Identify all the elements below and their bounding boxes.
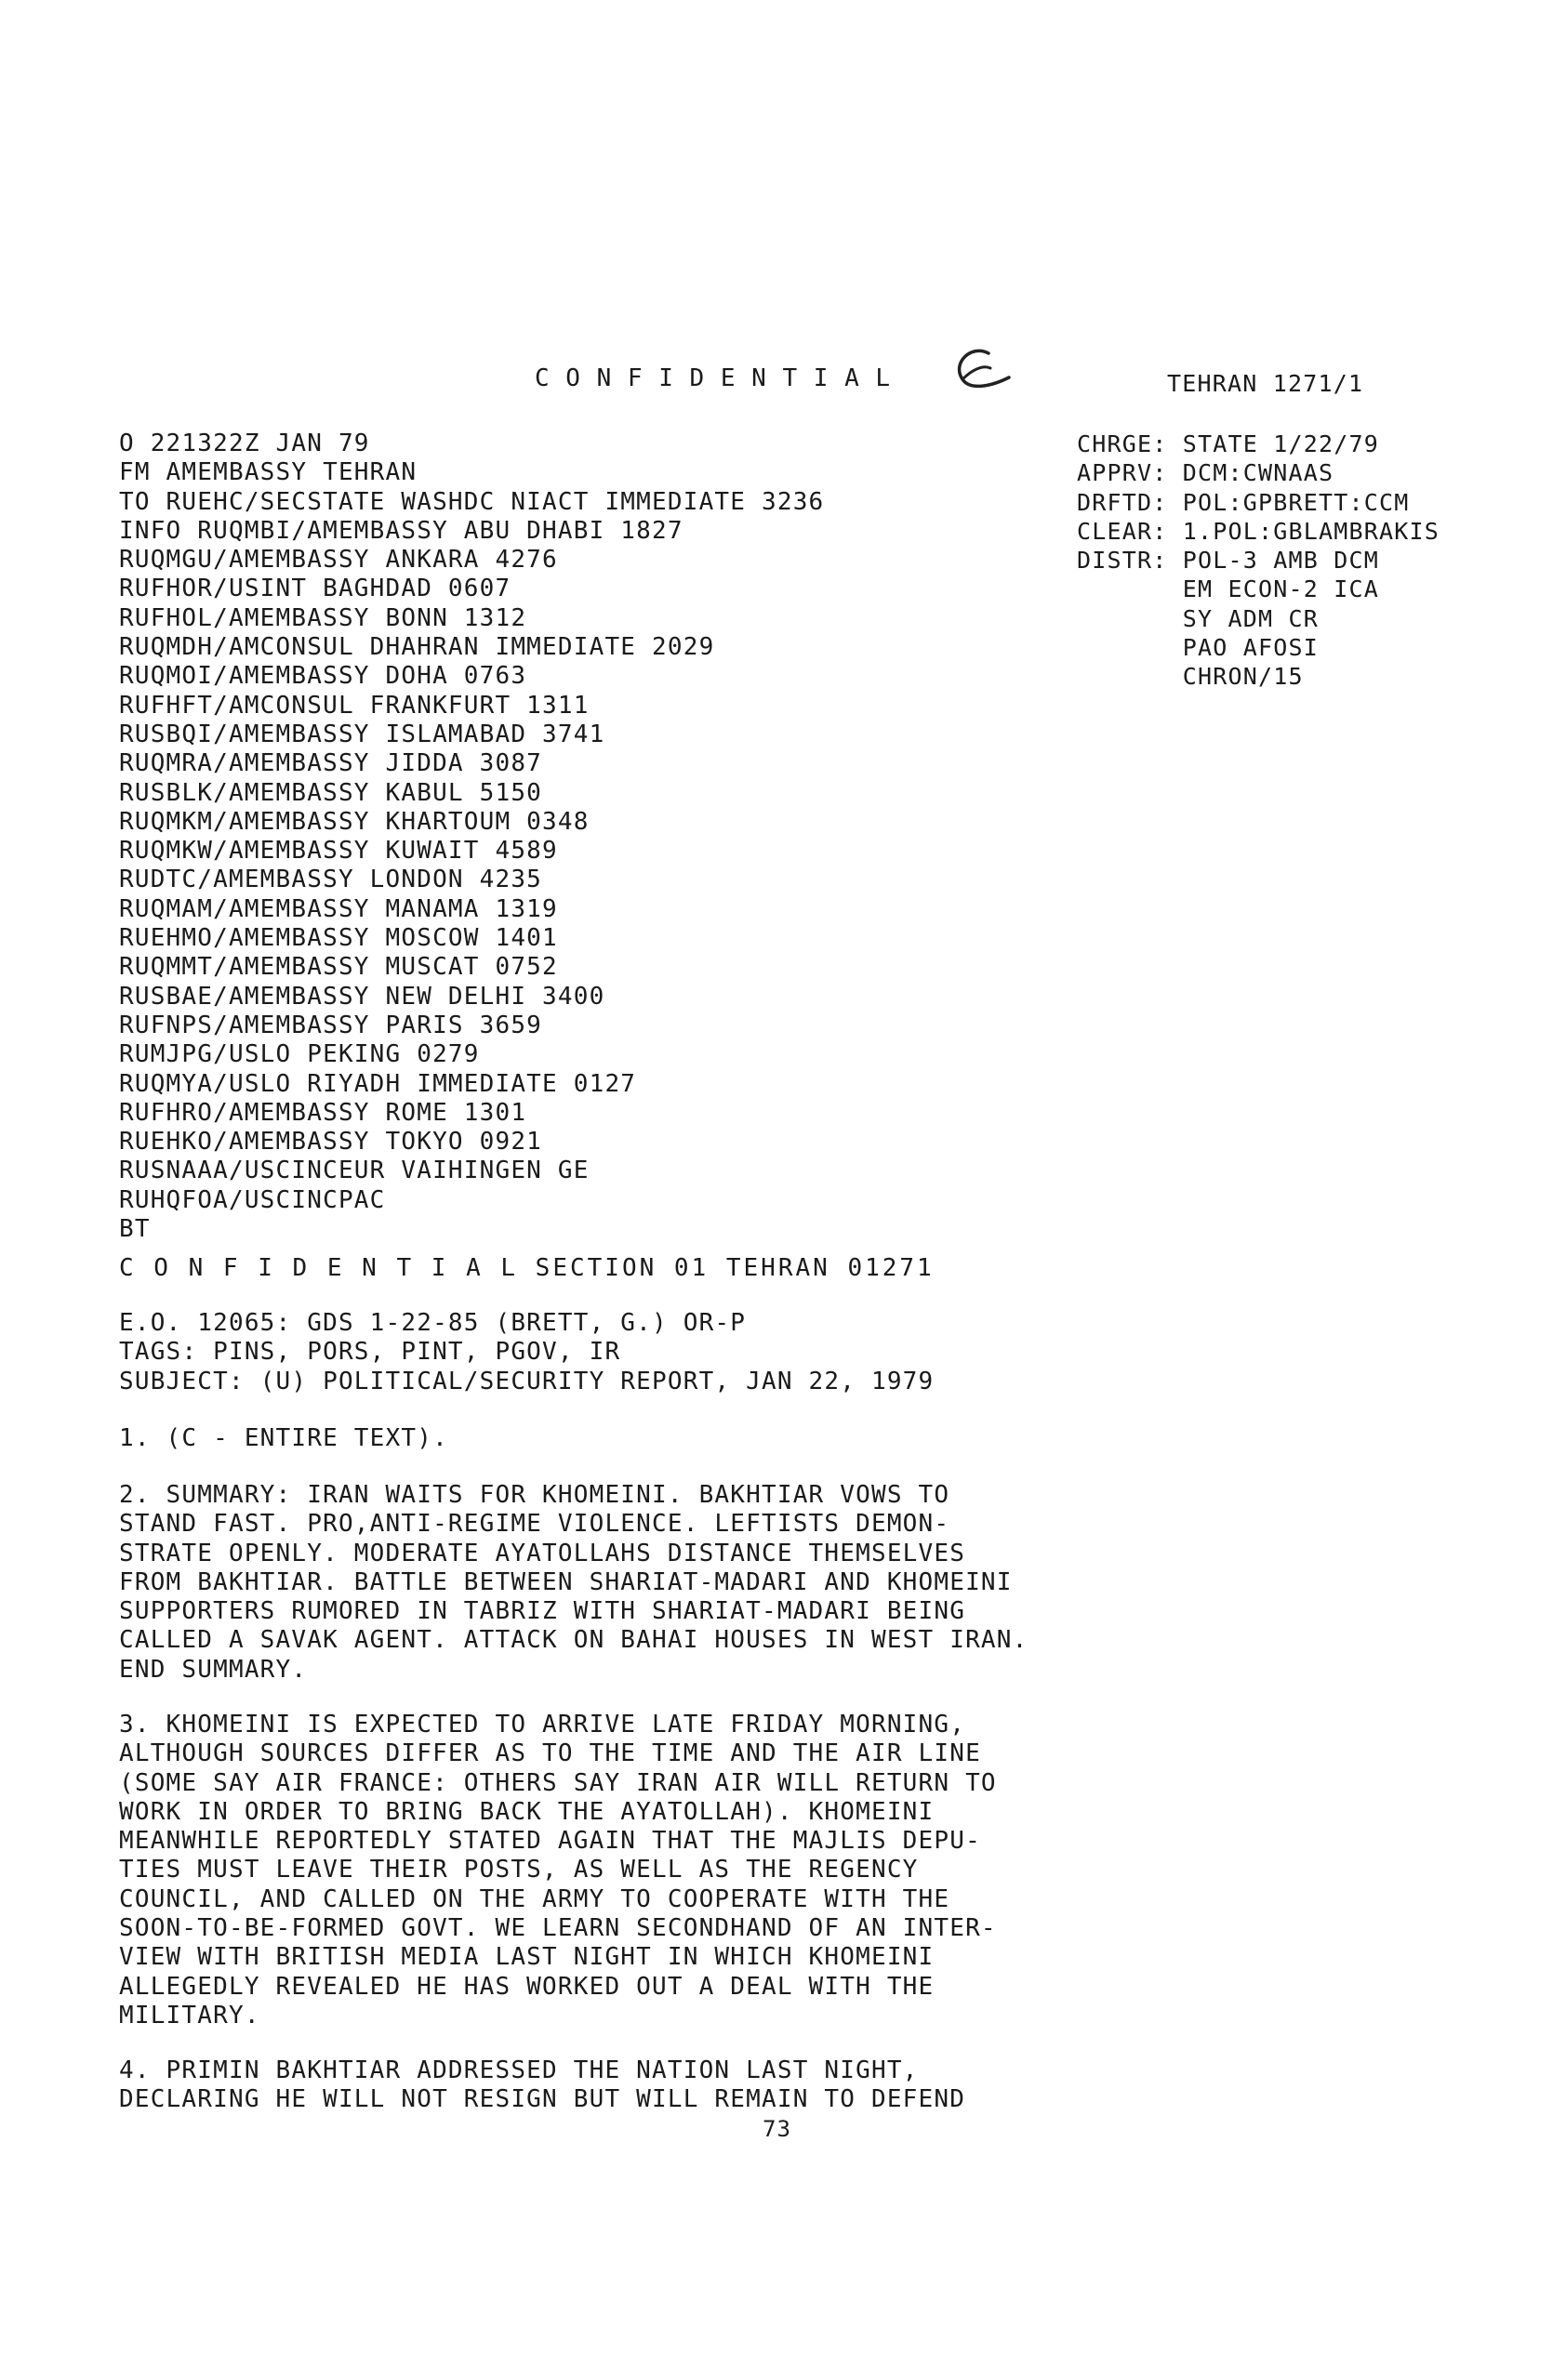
paragraph-4 bbox=[119, 2056, 965, 2115]
meta-line: SUBJECT: (U) POLITICAL/SECURITY REPORT, JAN 22, 1979 bbox=[119, 1367, 935, 1395]
routing-line: RUFNPS/AMEMBASSY PARIS 3659 bbox=[119, 1011, 543, 1039]
meta-line: E.O. 12065: GDS 1-22-85 (BRETT, G.) OR-P bbox=[119, 1309, 747, 1337]
routing-line: RUSBQI/AMEMBASSY ISLAMABAD 3741 bbox=[119, 720, 605, 748]
routing-line: RUSBAE/AMEMBASSY NEW DELHI 3400 bbox=[119, 982, 605, 1011]
routing-line: RUQMRA/AMEMBASSY JIDDA 3087 bbox=[119, 749, 543, 778]
handwritten-c-mark bbox=[944, 342, 1018, 398]
routing-line: INFO RUQMBI/AMEMBASSY ABU DHABI 1827 bbox=[119, 516, 683, 545]
routing-line: BT bbox=[119, 1215, 151, 1244]
routing-header bbox=[119, 430, 824, 1244]
routing-line: RUEHMO/AMEMBASSY MOSCOW 1401 bbox=[119, 924, 558, 953]
routing-line: RUMJPG/USLO PEKING 0279 bbox=[119, 1040, 480, 1069]
admin-line: CHRGE: STATE 1/22/79 bbox=[1077, 430, 1380, 457]
admin-line: DISTR: POL-3 AMB DCM bbox=[1077, 547, 1380, 575]
page-reference: TEHRAN 1271/1 bbox=[1167, 370, 1364, 397]
paragraph-line: SUPPORTERS RUMORED IN TABRIZ WITH SHARIAT-MADARI BEING bbox=[119, 1597, 966, 1626]
routing-line: RUSNAAA/USCINCEUR VAIHINGEN GE bbox=[119, 1157, 590, 1185]
paragraph-line: MILITARY. bbox=[119, 2001, 260, 2030]
paragraph-3 bbox=[119, 1711, 997, 2030]
paragraph-line: DECLARING HE WILL NOT RESIGN BUT WILL REMAIN TO DEFEND bbox=[119, 2085, 966, 2114]
admin-header bbox=[1077, 430, 1440, 692]
routing-line: RUFHFT/AMCONSUL FRANKFURT 1311 bbox=[119, 691, 590, 720]
section-title: C O N F I D E N T I A L SECTION 01 TEHRAN 01271 bbox=[119, 1254, 935, 1282]
paragraph-line: WORK IN ORDER TO BRING BACK THE AYATOLLAH). KHOMEINI bbox=[119, 1797, 935, 1826]
page-number: 73 bbox=[763, 2116, 791, 2142]
paragraph-line: 3. KHOMEINI IS EXPECTED TO ARRIVE LATE FRIDAY MORNING, bbox=[119, 1711, 966, 1739]
routing-line: RUQMKM/AMEMBASSY KHARTOUM 0348 bbox=[119, 807, 590, 836]
routing-line: RUSBLK/AMEMBASSY KABUL 5150 bbox=[119, 778, 543, 807]
admin-line: APPRV: DCM:CWNAAS bbox=[1077, 459, 1334, 487]
paragraph-line: CALLED A SAVAK AGENT. ATTACK ON BAHAI HOUSES IN WEST IRAN. bbox=[119, 1626, 1029, 1655]
routing-line: RUDTC/AMEMBASSY LONDON 4235 bbox=[119, 866, 543, 894]
paragraph-line: (SOME SAY AIR FRANCE: OTHERS SAY IRAN AIR WILL RETURN TO bbox=[119, 1768, 997, 1797]
routing-line: RUFHOL/AMEMBASSY BONN 1312 bbox=[119, 603, 527, 632]
classification-title: C O N F I D E N T I A L bbox=[535, 364, 892, 392]
routing-line: RUQMKW/AMEMBASSY KUWAIT 4589 bbox=[119, 837, 558, 866]
paragraph-2 bbox=[119, 1481, 1029, 1685]
paragraph-line: COUNCIL, AND CALLED ON THE ARMY TO COOPERATE WITH THE bbox=[119, 1884, 950, 1913]
paragraph-line: 4. PRIMIN BAKHTIAR ADDRESSED THE NATION LAST NIGHT, bbox=[119, 2056, 919, 2084]
paragraph-line: STRATE OPENLY. MODERATE AYATOLLAHS DISTANCE THEMSELVES bbox=[119, 1539, 966, 1567]
admin-line: PAO AFOSI bbox=[1077, 634, 1320, 662]
paragraph-line: 1. (C - ENTIRE TEXT). bbox=[119, 1424, 448, 1452]
paragraph-line: TIES MUST LEAVE THEIR POSTS, AS WELL AS THE REGENCY bbox=[119, 1856, 919, 1884]
routing-line: RUQMYA/USLO RIYADH IMMEDIATE 0127 bbox=[119, 1069, 637, 1098]
routing-line: RUQMOI/AMEMBASSY DOHA 0763 bbox=[119, 662, 527, 691]
admin-line: CHRON/15 bbox=[1077, 663, 1304, 691]
admin-line: EM ECON-2 ICA bbox=[1077, 575, 1380, 603]
routing-line: RUFHRO/AMEMBASSY ROME 1301 bbox=[119, 1098, 527, 1127]
paragraph-line: VIEW WITH BRITISH MEDIA LAST NIGHT IN WHICH KHOMEINI bbox=[119, 1943, 935, 1972]
routing-line: RUFHOR/USINT BAGHDAD 0607 bbox=[119, 575, 511, 603]
meta-line: TAGS: PINS, PORS, PINT, PGOV, IR bbox=[119, 1338, 621, 1367]
routing-line: RUHQFOA/USCINCPAC bbox=[119, 1185, 386, 1214]
paragraph-1 bbox=[119, 1424, 448, 1453]
routing-line: O 221322Z JAN 79 bbox=[119, 430, 370, 457]
routing-line: RUQMAM/AMEMBASSY MANAMA 1319 bbox=[119, 894, 558, 923]
routing-line: TO RUEHC/SECSTATE WASHDC NIACT IMMEDIATE 3236 bbox=[119, 487, 825, 516]
paragraph-line: STAND FAST. PRO,ANTI-REGIME VIOLENCE. LEFTISTS DEMON- bbox=[119, 1510, 950, 1539]
admin-line: DRFTD: POL:GPBRETT:CCM bbox=[1077, 488, 1410, 516]
paragraph-line: SOON-TO-BE-FORMED GOVT. WE LEARN SECONDHAND OF AN INTER- bbox=[119, 1914, 997, 1943]
paragraph-line: MEANWHILE REPORTEDLY STATED AGAIN THAT THE MAJLIS DEPU- bbox=[119, 1827, 981, 1856]
paragraph-line: END SUMMARY. bbox=[119, 1655, 308, 1684]
routing-line: RUQMGU/AMEMBASSY ANKARA 4276 bbox=[119, 546, 558, 575]
routing-line: FM AMEMBASSY TEHRAN bbox=[119, 458, 418, 487]
paragraph-line: 2. SUMMARY: IRAN WAITS FOR KHOMEINI. BAKHTIAR VOWS TO bbox=[119, 1481, 950, 1509]
routing-line: RUQMDH/AMCONSUL DHAHRAN IMMEDIATE 2029 bbox=[119, 633, 715, 662]
paragraph-line: ALLEGEDLY REVEALED HE HAS WORKED OUT A DEAL WITH THE bbox=[119, 1972, 935, 2001]
meta-block bbox=[119, 1309, 934, 1396]
admin-line: SY ADM CR bbox=[1077, 604, 1320, 632]
paragraph-line: FROM BAKHTIAR. BATTLE BETWEEN SHARIAT-MADARI AND KHOMEINI bbox=[119, 1567, 1013, 1596]
admin-line: CLEAR: 1.POL:GBLAMBRAKIS bbox=[1077, 517, 1440, 545]
paragraph-line: ALTHOUGH SOURCES DIFFER AS TO THE TIME AND THE AIR LINE bbox=[119, 1739, 981, 1768]
routing-line: RUEHKO/AMEMBASSY TOKYO 0921 bbox=[119, 1128, 543, 1157]
routing-line: RUQMMT/AMEMBASSY MUSCAT 0752 bbox=[119, 953, 558, 982]
